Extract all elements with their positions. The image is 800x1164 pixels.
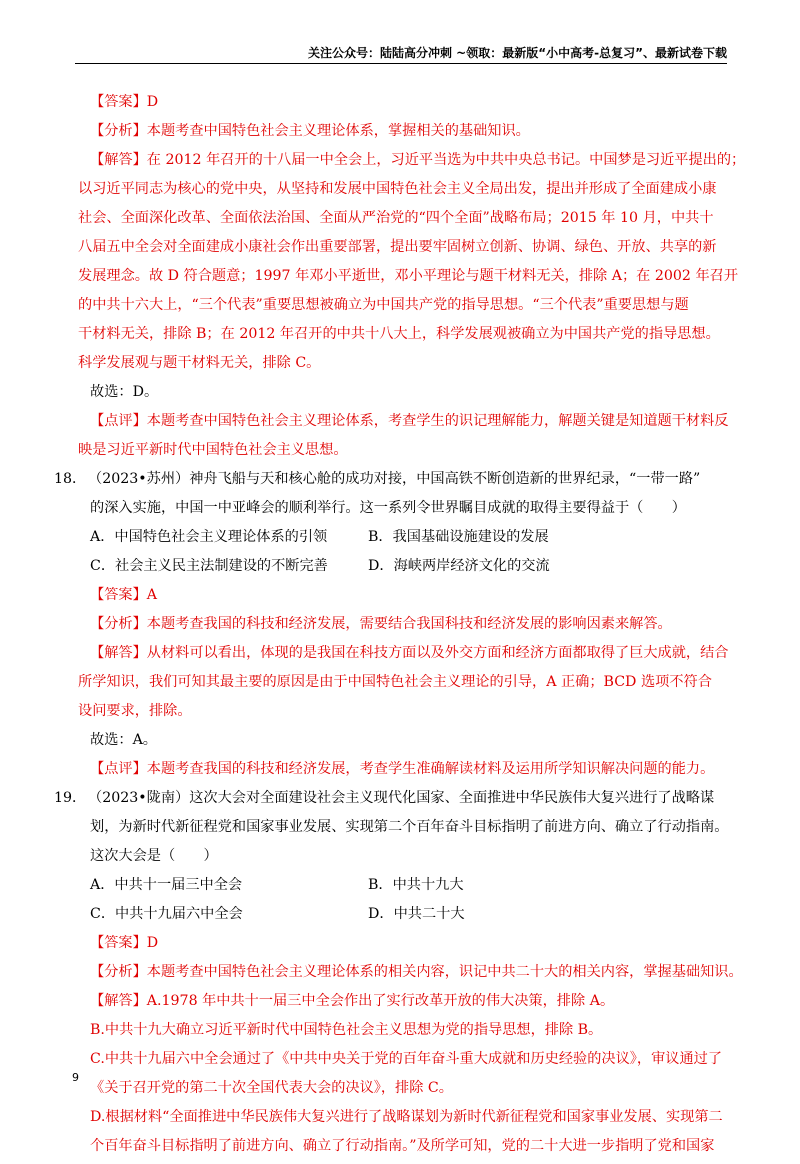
option-d: D．中共二十大 bbox=[368, 906, 465, 922]
solution-18-line: 设问要求，排除。 bbox=[78, 703, 192, 719]
comment-17-line: 映是习近平新时代中国特色社会主义思想。 bbox=[78, 442, 348, 458]
option-b: B．我国基础设施建设的发展 bbox=[368, 529, 549, 545]
answer-17: 【答案】D bbox=[90, 94, 159, 110]
solution-19-line: C.中共十九届六中全会通过了《中共中央关于党的百年奋斗重大成就和历史经验的决议》，审议通过了 bbox=[90, 1051, 723, 1067]
option-b: B．中共十九大 bbox=[368, 877, 464, 893]
document-body bbox=[54, 91, 746, 1164]
option-c: C．社会主义民主法制建设的不断完善 bbox=[90, 558, 328, 574]
question-18-stem-line: （2023•苏州）神舟飞船与天和核心舱的成功对接，中国高铁不断创造新的世界纪录，“一带一路” bbox=[88, 471, 701, 487]
option-c: C．中共十九届六中全会 bbox=[90, 906, 243, 922]
analysis-17: 【分析】本题考查中国特色社会主义理论体系，掌握相关的基础知识。 bbox=[90, 123, 530, 139]
comment-18: 【点评】本题考查我国的科技和经济发展，考查学生准确解读材料及运用所学知识解决问题的能力。 bbox=[90, 761, 715, 777]
solution-17-line: 干材料无关，排除 B；在 2012 年召开的中共十八大上，科学发展观被确立为中国共产党的指导思想。 bbox=[78, 326, 720, 342]
analysis-18: 【分析】本题考查我国的科技和经济发展，需要结合我国科技和经济发展的影响因素来解答。 bbox=[90, 616, 672, 632]
page-number: 9 bbox=[72, 1071, 79, 1084]
question-19-stem-line: 这次大会是（ ） bbox=[90, 848, 218, 864]
solution-19-line: 个百年奋斗目标指明了前进方向、确立了行动指南。”及所学可知，党的二十大进一步指明了党和国家 bbox=[90, 1138, 715, 1154]
question-19-stem-line: （2023•陇南）这次大会对全面建设社会主义现代化国家、全面推进中华民族伟大复兴进行了战略谋 bbox=[88, 790, 715, 806]
options-row bbox=[78, 874, 742, 896]
options-row bbox=[78, 903, 742, 925]
solution-17-line: 【解答】在 2012 年召开的十八届一中全会上，习近平当选为中共中央总书记。中国梦是习近平提出的； bbox=[90, 152, 746, 168]
answer-18: 【答案】A bbox=[90, 587, 157, 603]
choice-17: 故选：D。 bbox=[90, 384, 159, 400]
solution-18-line: 【解答】从材料可以看出，体现的是我国在科技方面以及外交方面和经济方面都取得了巨大成就，结合 bbox=[90, 645, 729, 661]
choice-18: 故选：A。 bbox=[90, 732, 157, 748]
solution-17-line: 发展理念。故 D 符合题意；1997 年邓小平逝世，邓小平理论与题干材料无关，排除 A；在 2002 年召开 bbox=[78, 268, 739, 284]
header-divider bbox=[75, 63, 727, 64]
options-row bbox=[78, 526, 742, 548]
analysis-19: 【分析】本题考查中国特色社会主义理论体系的相关内容，识记中共二十大的相关内容，掌握基础知识。 bbox=[90, 964, 743, 980]
solution-19-line: 【解答】A.1978 年中共十一届三中全会作出了实行改革开放的伟大决策，排除 A。 bbox=[90, 993, 615, 1009]
options-row bbox=[78, 555, 742, 577]
answer-19: 【答案】D bbox=[90, 935, 159, 951]
solution-17-line: 的中共十六大上，“三个代表”重要思想被确立为中国共产党的指导思想。“三个代表”重要思想与题 bbox=[78, 297, 689, 313]
question-19-stem bbox=[54, 787, 742, 809]
question-number: 18． bbox=[54, 471, 87, 487]
option-a: A．中国特色社会主义理论体系的引领 bbox=[90, 529, 328, 545]
solution-19-line: 《关于召开党的第二十次全国代表大会的决议》，排除 C。 bbox=[90, 1080, 453, 1096]
question-19-stem-line: 划，为新时代新征程党和国家事业发展、实现第二个百年奋斗目标指明了前进方向、确立了行动指南。 bbox=[90, 819, 729, 835]
page-header: 关注公众号：陆陆高分冲刺 ~领取：最新版“小中高考-总复习”、最新试卷下载 bbox=[308, 46, 727, 60]
question-18-stem-line: 的深入实施，中国一中亚峰会的顺利举行。这一系列令世界瞩目成就的取得主要得益于（ ） bbox=[90, 500, 686, 516]
solution-19-line: B.中共十九大确立习近平新时代中国特色社会主义思想为党的指导思想，排除 B。 bbox=[90, 1022, 603, 1038]
solution-17-line: 社会、全面深化改革、全面依法治国、全面从严治党的“四个全面”战略布局；2015 年 10 月，中共十 bbox=[78, 210, 714, 226]
solution-17-line: 八届五中全会对全面建成小康社会作出重要部署，提出要牢固树立创新、协调、绿色、开放、共享的新 bbox=[78, 239, 717, 255]
question-number: 19． bbox=[54, 790, 87, 806]
question-18-stem bbox=[54, 468, 742, 490]
solution-19-line: D.根据材料“全面推进中华民族伟大复兴进行了战略谋划为新时代新征程党和国家事业发展、实现第二 bbox=[90, 1109, 723, 1125]
solution-17-line: 科学发展观与题干材料无关，排除 C。 bbox=[78, 355, 321, 371]
solution-18-line: 所学知识，我们可知其最主要的原因是由于中国特色社会主义理论的引导，A 正确；BCD 选项不符合 bbox=[78, 674, 712, 690]
solution-17-line: 以习近平同志为核心的党中央，从坚持和发展中国特色社会主义全局出发，提出并形成了全面建成小康 bbox=[78, 181, 717, 197]
comment-17-line: 【点评】本题考查中国特色社会主义理论体系，考查学生的识记理解能力，解题关键是知道题干材料反 bbox=[90, 413, 729, 429]
option-a: A．中共十一届三中全会 bbox=[90, 877, 243, 893]
option-d: D．海峡两岸经济文化的交流 bbox=[368, 558, 550, 574]
